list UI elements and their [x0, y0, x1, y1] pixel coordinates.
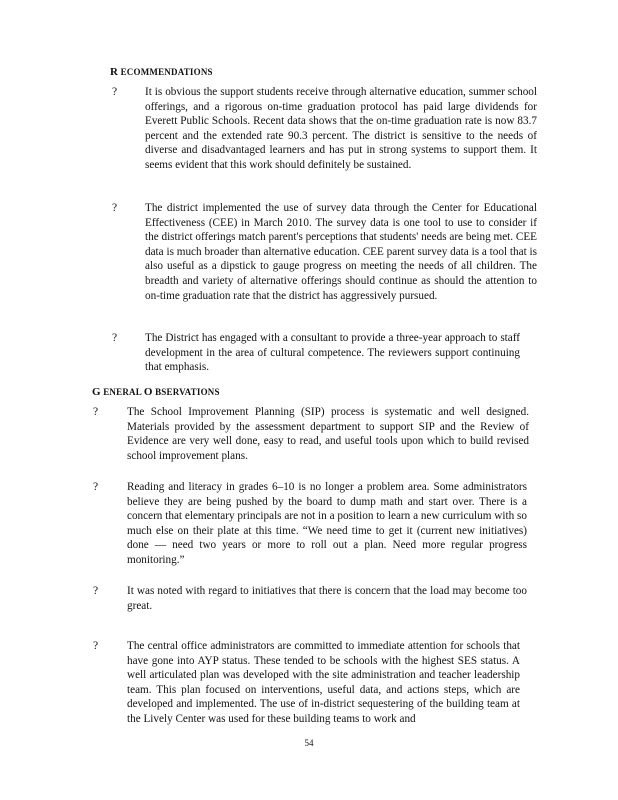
observation-paragraph: The School Improvement Planning (SIP) process is systematic and well designed. Materials provided by the assessment department to support SIP and the Review of Evidence are very well done, easy to read, and useful tools upon which to build revised school improvement plans. [127, 406, 529, 462]
recommendation-paragraph: It is obvious the support students receive through alternative education, summer school offerings, and a rigorous on-time graduation protocol has paid large dividends for Everett Public Schools. Recent data shows that the on-time graduation rate is now 83.7 percent and the extended rate 90.3 percent. The district is sensitive to the needs of diverse and disadvantaged learners and has put in strong systems to support them. It seems evident that this work should definitely be sustained. [145, 86, 537, 171]
recommendation-paragraph: The District has engaged with a consultant to provide a three-year approach to staff development in the area of cultural competence. The reviewers support continuing that emphasis. [145, 332, 520, 374]
general-observations-heading: G ENERAL O BSERVATIONS [92, 386, 220, 398]
observation-paragraph: Reading and literacy in grades 6–10 is no longer a problem area. Some administrators believe they are being pushed by the board to dump math and start over. There is a concern that elementary principals are not in a position to learn a new curriculum with so much else on their plate at this time. “We need time to get it (current new initiatives) done — need two years or more to roll out a plan. Need more regular progress monitoring.” [127, 481, 527, 566]
observation-paragraph: It was noted with regard to initiatives that there is concern that the load may become too great. [127, 585, 527, 612]
bullet-marker: ? [93, 406, 99, 418]
recommendations-heading: R ECOMMENDATIONS [110, 66, 213, 78]
observation-paragraph: The central office administrators are committed to immediate attention for schools that have gone into AYP status. These tended to be schools with the highest SES status. A well articulated plan was developed with the site administration and teacher leadership team. This plan focused on interventions, useful data, and actions steps, which are developed and implemented. The use of in-district sequestering of the building team at the Lively Center was used for these building teams to work and [127, 640, 520, 725]
bullet-marker: ? [112, 332, 118, 344]
bullet-marker: ? [112, 86, 118, 98]
page-number: 54 [304, 738, 314, 748]
bullet-marker: ? [112, 202, 118, 214]
bullet-marker: ? [93, 640, 99, 652]
bullet-marker: ? [93, 585, 99, 597]
bullet-marker: ? [93, 481, 99, 493]
recommendation-paragraph: The district implemented the use of survey data through the Center for Educational Effectiveness (CEE) in March 2010. The survey data is one tool to use to consider if the district offerings match parent's perceptions that students' needs are being met. CEE data is much broader than alternative education. CEE parent survey data is a tool that is also useful as a dipstick to gauge progress on meeting the needs of all children. The breadth and variety of alternative offerings should continue as should the attention to on-time graduation rate that the district has aggressively pursued. [145, 202, 537, 302]
